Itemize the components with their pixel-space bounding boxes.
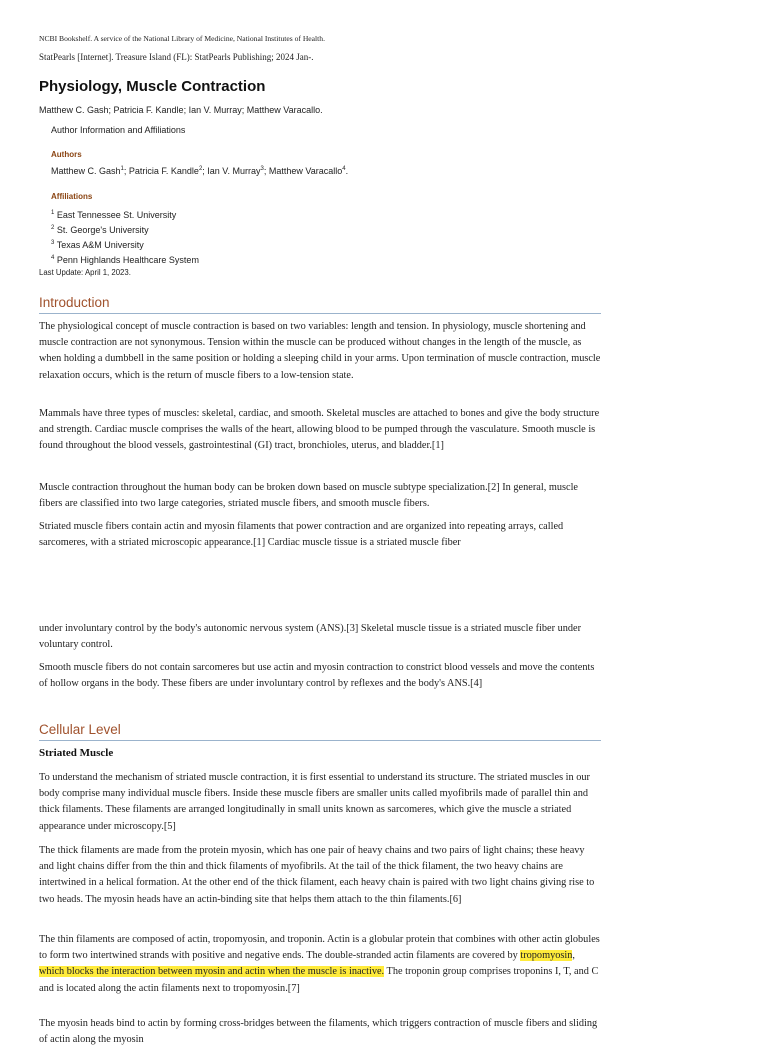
cellular-paragraph-4-partial: The myosin heads bind to actin by forming cross-bridges between the filaments, which triggers contraction of muscle fibers and sliding of actin along the myosin <box>39 1018 598 1046</box>
affiliation-item: $^2$ St. George's University <box>51 225 149 235</box>
authors-with-affiliations: Matthew C. Gash$^1$; Patricia F. Kandle$^2$; Ian V. Murray$^3$; Matthew Varacallo$^4$. <box>51 166 349 176</box>
author-sup: 4 <box>342 166 346 172</box>
bookshelf-note: NCBI Bookshelf. A service of the National Library of Medicine, National Institutes of Health. <box>39 34 325 43</box>
highlight-inactive-sentence: which blocks the interaction between myosin and actin when the muscle is inactive. <box>39 966 385 978</box>
author-name[interactable]: Matthew C. Gash <box>51 166 121 176</box>
intro-paragraph-4: Striated muscle fibers contain actin and myosin filaments that power contraction and are organized into repeating arrays, called sarcomeres, with a striated microscopic appearance.[1] Cardiac muscle tissue is a striated muscle fiber <box>39 521 564 549</box>
affiliation-item: $^4$ Penn Highlands Healthcare System <box>51 255 199 265</box>
intro-paragraph-4-continued: under involuntary control by the body's autonomic nervous system (ANS).[3] Skeletal muscle tissue is a striated muscle fiber under voluntary control. <box>39 623 582 651</box>
intro-paragraph-5: Smooth muscle fibers do not contain sarcomeres but use actin and myosin contraction to constrict blood vessels and move the contents of hollow organs in the body. These fibers are under involuntary control by reflexes and the body's ANS.[4] <box>39 662 595 690</box>
author-name[interactable]: Patricia F. Kandle <box>128 166 199 176</box>
author-name[interactable]: Matthew Varacallo <box>268 166 343 176</box>
intro-paragraph-1: The physiological concept of muscle contraction is based on two variables: length and tension. In physiology, muscle shortening and muscle contraction are not synonymous. Tension within the muscle can be produced without changes in the length of the muscle, as when holding a dumbbell in the same position or holding a sleeping child in your arms. Upon termination of muscle contraction, muscle relaxation occurs, which is the return of muscle fibers to a low-tension state. <box>39 321 601 381</box>
author-sup: 3 <box>260 166 264 172</box>
cellular-paragraph-1: To understand the mechanism of striated muscle contraction, it is first essential to understand its structure. The striated muscles in our body comprise many individual muscle fibers. Inside these muscle fibers are smaller units called myofibrils made of parallel thin and thick filaments. These filaments are arranged longitudinally in small units known as sarcomeres, which give the muscle a striated appearance under microscopy.[5] <box>39 772 590 832</box>
cellular-paragraph-2: The thick filaments are made from the protein myosin, which has one pair of heavy chains and two pairs of light chains; these heavy and light chains differ from the thin and thick filaments of myofibrils. At the tail of the thick filament, the two heavy chains are intertwined in a helical formation. At the other end of the thick filament, each heavy chain is paired with two light chains giving rise to two heads. The myosin heads have an actin-binding site that helps them attach to the thin filaments.[6] <box>39 845 595 905</box>
authors-heading: Authors <box>51 150 82 159</box>
cellular-paragraph-3: The thin filaments are composed of actin, tropomyosin, and troponin. Actin is a globular protein that combines with other actin globules to form two intertwined strands with positive and negative ends. The double-stranded actin filaments are covered by tropomyosin, which blocks the interaction between myosin and actin when the muscle is inactive. The troponin group comprises troponins I, T, and C and is located along the actin filaments next to tropomyosin.[7] <box>39 934 600 994</box>
highlight-tropomyosin: tropomyosin <box>520 950 573 962</box>
author-name[interactable]: Ian V. Murray <box>207 166 261 176</box>
affiliations-list <box>51 207 199 267</box>
citation: StatPearls [Internet]. Treasure Island (FL): StatPearls Publishing; 2024 Jan-. <box>39 52 314 62</box>
section-heading-introduction: Introduction <box>39 295 601 314</box>
authors-line: Matthew C. Gash; Patricia F. Kandle; Ian V. Murray; Matthew Varacallo. <box>39 105 323 115</box>
affiliation-item: $^1$ East Tennessee St. University <box>51 210 177 220</box>
affiliation-item: $^3$ Texas A&M University <box>51 240 144 250</box>
last-update: Last Update: April 1, 2023. <box>39 268 131 277</box>
affiliations-heading: Affiliations <box>51 192 93 201</box>
subheading-striated-muscle: Striated Muscle <box>39 747 114 759</box>
intro-paragraph-2: Mammals have three types of muscles: skeletal, cardiac, and smooth. Skeletal muscles are attached to bones and give the body structure and strength. Cardiac muscle comprises the walls of the heart, allowing blood to be pumped through the vasculature. Smooth muscle is found throughout the blood vessels, gastrointestinal (GI) tract, bronchioles, uterus, and bladder.[1] <box>39 408 600 452</box>
author-info-toggle[interactable]: Author Information and Affiliations <box>51 125 186 135</box>
section-heading-cellular-level: Cellular Level <box>39 722 601 741</box>
page-title: Physiology, Muscle Contraction <box>39 78 266 95</box>
author-sup: 1 <box>120 166 124 172</box>
author-sup: 2 <box>198 166 203 172</box>
intro-paragraph-3: Muscle contraction throughout the human body can be broken down based on muscle subtype specialization.[2] In general, muscle fibers are classified into two large categories, striated muscle fibers, and smooth muscle fibers. <box>39 482 579 510</box>
